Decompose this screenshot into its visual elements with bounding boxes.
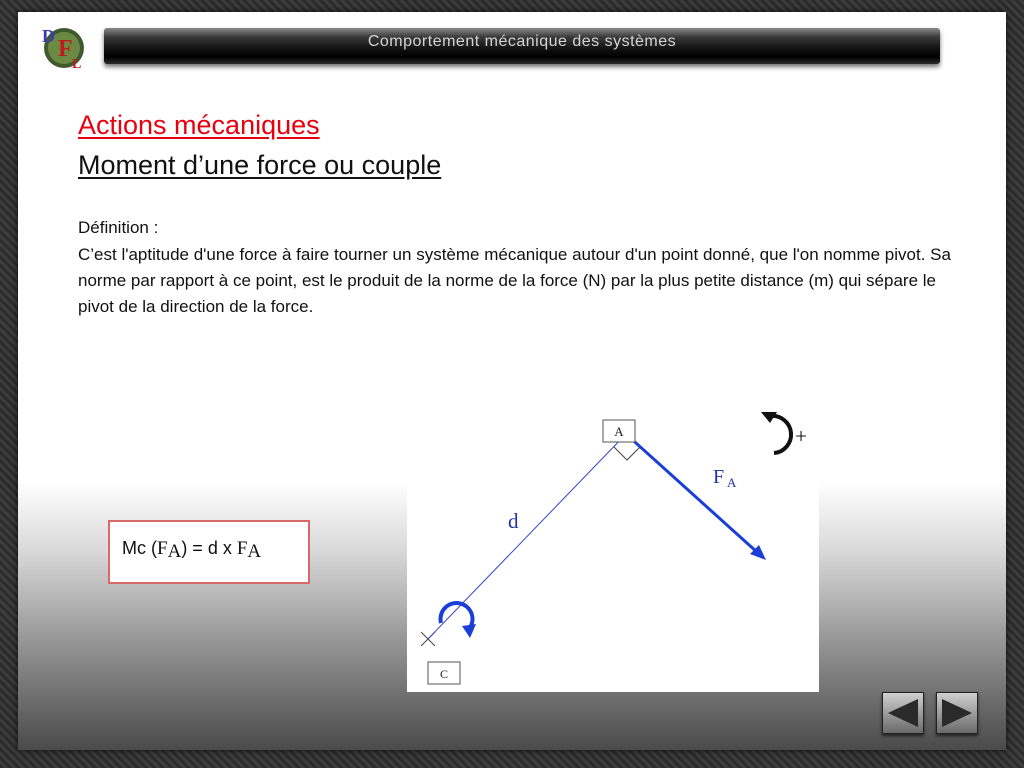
prev-slide-button[interactable] — [882, 692, 924, 734]
arrow-left-icon — [883, 693, 923, 733]
formula-prefix: Mc ( — [122, 538, 157, 558]
logo-letter-d: D — [42, 26, 55, 46]
logo-letter-f: F — [58, 36, 73, 62]
header-title: Comportement mécanique des systèmes — [367, 33, 677, 50]
distance-label: d — [508, 509, 519, 533]
formula-force: F — [157, 538, 168, 559]
section-title: Actions mécaniques — [78, 110, 320, 140]
formula-box — [108, 520, 310, 584]
positive-sign: + — [795, 424, 807, 448]
formula-force2: F — [236, 538, 248, 559]
formula-force-sub: A — [167, 541, 182, 562]
subtitle: Moment d’une force ou couple — [78, 150, 442, 180]
force-label-sub: A — [727, 475, 737, 490]
logo — [38, 22, 88, 72]
slide — [18, 12, 1006, 750]
definition-text: C’est l'aptitude d'une force à faire tourner un système mécanique autour d'un point donné, que l'on nomme pivot. Sa norme par rapport à ce point, est le produit de la norme de la force (N) par la plus petite distance (m) qui sépare le pivot de la direction de la force. — [78, 245, 951, 316]
force-label: F — [713, 466, 725, 488]
arrow-right-icon — [937, 693, 977, 733]
header-bar — [104, 28, 940, 64]
formula-middle: ) = d x — [181, 538, 237, 558]
point-c-label: C — [439, 667, 449, 681]
definition-label: Définition : — [78, 218, 159, 237]
point-a-label: A — [614, 424, 624, 439]
logo-letter-l: L — [72, 57, 82, 72]
formula-force2-sub: A — [247, 541, 262, 562]
moment-diagram — [407, 390, 819, 692]
next-slide-button[interactable] — [936, 692, 978, 734]
